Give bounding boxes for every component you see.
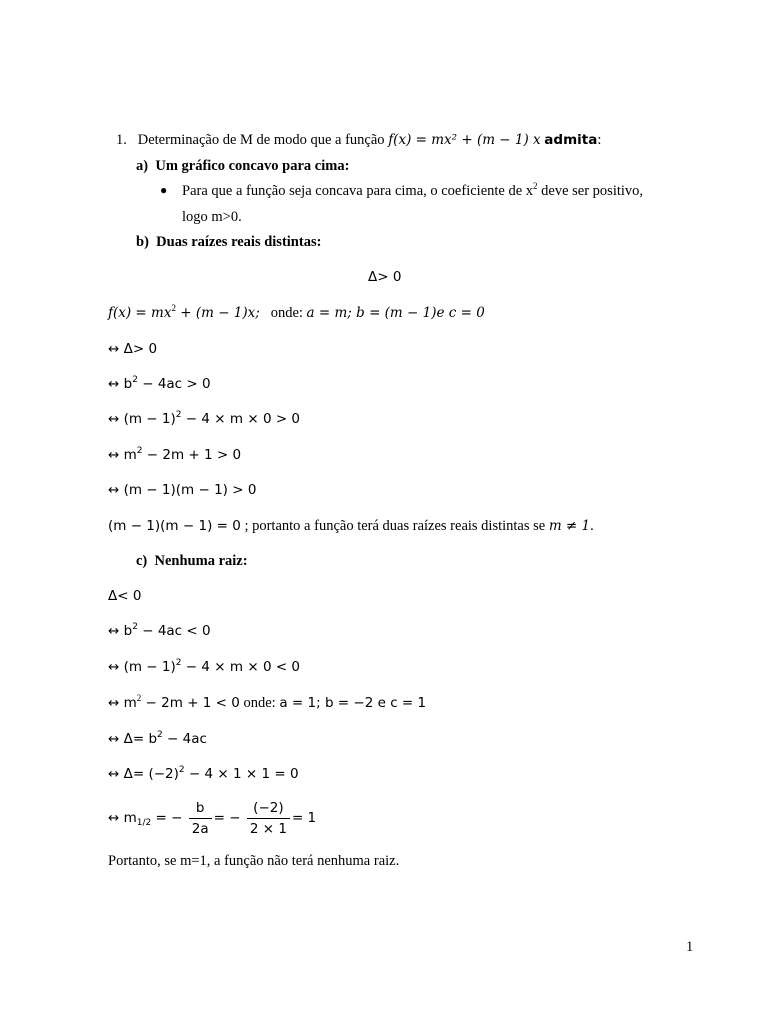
onde-label: onde:	[270, 305, 303, 321]
s: ↔ m	[108, 810, 137, 826]
s: ↔ b	[108, 623, 133, 639]
b-step-5: ↔ (m − 1)(m − 1) > 0	[108, 482, 257, 498]
item-text: Determinação de M de modo que a função	[137, 132, 385, 148]
sup: 2	[132, 622, 138, 632]
sup: 2	[178, 765, 185, 775]
fraction-2	[247, 800, 290, 837]
s: ↔ Δ= (−2)	[108, 766, 179, 782]
eq-func-rest: + (m − 1)x;	[175, 305, 260, 321]
part-a-title: Um gráfico concavo para cima:	[155, 158, 350, 174]
fraction-1	[189, 800, 212, 837]
b-step-3	[108, 410, 300, 428]
delta-center: Δ> 0	[368, 269, 402, 285]
s: ↔ m	[108, 447, 137, 463]
item-function: f(x) = mx² + (m − 1) x	[388, 132, 541, 148]
coef: a = 1; b = −2 e c = 1	[279, 695, 427, 711]
part-a-bullet-line1	[182, 182, 694, 200]
eq-func-line	[108, 304, 485, 322]
bullet-text-1b: deve ser positivo,	[537, 183, 644, 199]
part-c-heading	[136, 552, 248, 570]
c-step-4	[108, 694, 426, 712]
frac-den: 2a	[191, 820, 209, 837]
page-number: 1	[686, 939, 694, 955]
concl-text: ; portanto a função terá duas raízes reais distintas se	[240, 518, 546, 534]
s: − 4ac < 0	[137, 623, 211, 639]
item-bold: admita	[544, 132, 598, 148]
concl-cond: m ≠ 1	[548, 518, 591, 534]
frac-num: b	[189, 800, 212, 819]
eq-func: f(x) = mx	[108, 305, 172, 321]
bullet-sup: 2	[533, 181, 538, 191]
c-step-7	[108, 798, 316, 838]
s: − 4 × m × 0 < 0	[181, 659, 301, 675]
b-step-4	[108, 446, 241, 464]
frac-num: (−2)	[247, 800, 290, 819]
part-b-label: b)	[136, 234, 149, 250]
concl-eq: (m − 1)(m − 1) = 0	[108, 518, 241, 534]
final-conclusion: Portanto, se m=1, a função não terá nenhuma raiz.	[108, 853, 400, 869]
sup: 2	[171, 303, 176, 313]
s: = −	[151, 810, 183, 826]
part-b-heading	[136, 233, 321, 251]
sup: 2	[175, 410, 182, 420]
bullet-text-1: Para que a função seja concava para cima, o coeficiente de x	[182, 183, 534, 199]
c-step-3	[108, 658, 300, 676]
coef: a = m; b = (m − 1)e c = 0	[306, 305, 485, 321]
part-c-label: c)	[136, 553, 148, 569]
c-step-5	[108, 730, 207, 748]
c-step-2	[108, 622, 211, 640]
s: − 2m + 1 < 0	[141, 695, 240, 711]
s: − 4 × 1 × 1 = 0	[184, 766, 299, 782]
onde-label: onde:	[239, 695, 276, 711]
part-a-label: a)	[136, 158, 149, 174]
s: − 4ac	[162, 731, 207, 747]
b-conclusion	[108, 517, 594, 535]
c-step-6	[108, 765, 299, 783]
item-number: 1.	[116, 132, 127, 148]
s: = 1	[291, 810, 317, 826]
c-step-1: Δ< 0	[108, 588, 142, 604]
sup: 2	[175, 658, 182, 668]
item-1	[116, 131, 601, 149]
b-step-2	[108, 375, 211, 393]
part-b-title: Duas raízes reais distintas:	[156, 234, 322, 250]
part-a-heading	[136, 157, 349, 175]
s: ↔ Δ= b	[108, 731, 158, 747]
sup: 2	[132, 375, 138, 385]
sup: 2	[136, 446, 143, 456]
sup: 2	[136, 693, 142, 703]
bullet-icon: ●	[160, 183, 168, 197]
s: ↔ (m − 1)	[108, 659, 176, 675]
s: ↔ m	[108, 695, 137, 711]
part-c-title: Nenhuma raiz:	[154, 553, 248, 569]
s: ↔ (m − 1)	[108, 411, 176, 427]
s: − 4 × m × 0 > 0	[181, 411, 301, 427]
s: − 2m + 1 > 0	[142, 447, 242, 463]
b-step-1: ↔ Δ> 0	[108, 341, 158, 357]
item-colon: :	[597, 132, 602, 148]
concl-end: .	[590, 518, 594, 534]
s: − 4ac > 0	[137, 376, 211, 392]
sub: 1/2	[136, 818, 152, 828]
s: ↔ b	[108, 376, 133, 392]
sup: 2	[157, 730, 163, 740]
part-a-bullet-line2: logo m>0.	[182, 209, 242, 225]
frac-den: 2 × 1	[249, 820, 287, 837]
s: = −	[213, 810, 241, 826]
